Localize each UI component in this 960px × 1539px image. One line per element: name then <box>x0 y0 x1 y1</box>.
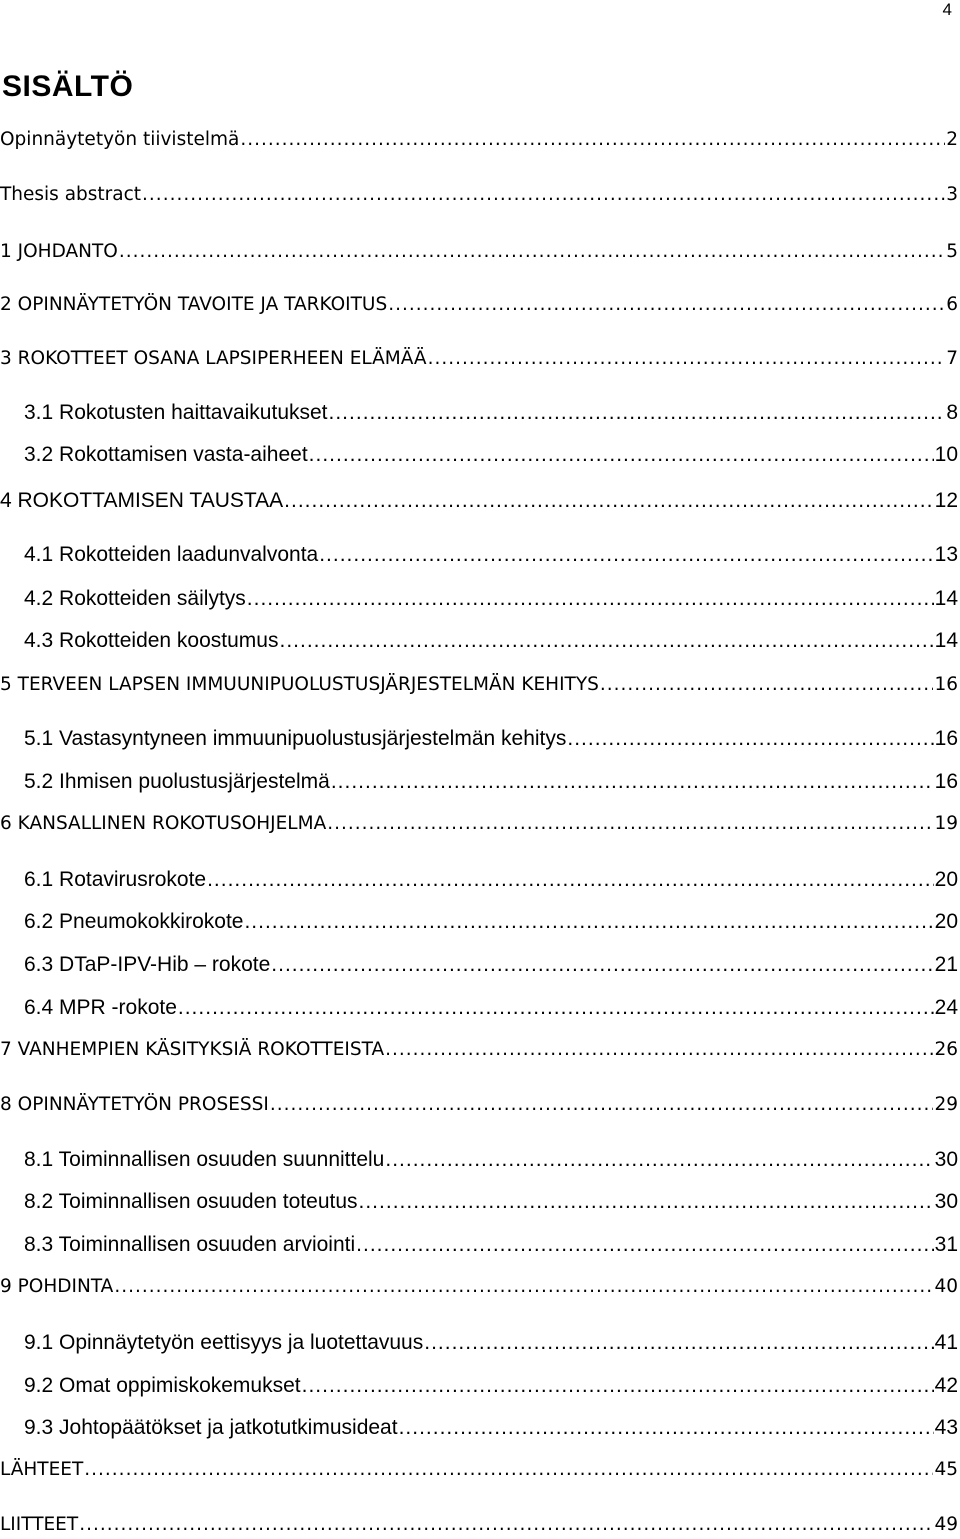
toc-entry-page: 45 <box>934 1459 958 1480</box>
toc-entry-section-4-2[interactable] <box>24 588 958 609</box>
dot-leader <box>388 296 945 315</box>
dot-leader <box>399 1417 934 1438</box>
toc-entry-chapter-8[interactable] <box>0 1096 958 1115</box>
toc-entry-text: 6.4 MPR -rokote <box>24 996 177 1019</box>
toc-entry-text: 4.2 Rokotteiden säilytys <box>24 587 246 610</box>
dot-leader <box>302 1375 934 1396</box>
toc-entry-text: 5.2 Ihmisen puolustusjärjestelmä <box>24 770 330 793</box>
toc-entry-section-6-1[interactable] <box>24 869 958 890</box>
toc-entry-section-5-2[interactable] <box>24 771 958 792</box>
toc-entry-section-4-3[interactable] <box>24 630 958 651</box>
toc-entry-section-6-2[interactable] <box>24 911 958 932</box>
dot-leader <box>207 869 934 890</box>
dot-leader <box>331 771 934 792</box>
toc-entry-text: 5.1 Vastasyntyneen immuunipuolustusjärjestelmän kehitys <box>24 727 567 750</box>
toc-entry-page: 29 <box>934 1094 958 1115</box>
toc-entry-page: 8 <box>946 401 958 424</box>
toc-entry-references[interactable] <box>0 1461 958 1480</box>
toc-entry-page: 30 <box>934 1190 958 1213</box>
toc-entry-text: 3.1 Rokotusten haittavaikutukset <box>24 401 328 424</box>
dot-leader <box>319 544 933 565</box>
dot-leader <box>247 588 934 609</box>
toc-entry-text: 6.1 Rotavirusrokote <box>24 868 207 891</box>
toc-entry-text: 3 ROKOTTEET OSANA LAPSIPERHEEN ELÄMÄÄ <box>0 348 427 369</box>
dot-leader <box>114 1278 933 1297</box>
toc-entry-text: 6 KANSALLINEN ROKOTUSOHJELMA <box>0 813 327 834</box>
toc-entry-section-9-3[interactable] <box>24 1417 958 1438</box>
toc-entry-section-9-2[interactable] <box>24 1375 958 1396</box>
toc-entry-abstract[interactable] <box>0 186 958 205</box>
toc-entry-page: 43 <box>934 1416 958 1439</box>
toc-entry-text: 3.2 Rokottamisen vasta-aiheet <box>24 443 308 466</box>
toc-entry-page: 30 <box>934 1148 958 1171</box>
toc-entry-section-6-3[interactable] <box>24 954 958 975</box>
dot-leader <box>600 676 934 695</box>
toc-entry-text: 8 OPINNÄYTETYÖN PROSESSI <box>0 1094 269 1115</box>
toc-entry-chapter-5[interactable] <box>0 676 958 695</box>
toc-entry-page: 16 <box>934 727 958 750</box>
toc-entry-text: 4.1 Rokotteiden laadunvalvonta <box>24 543 319 566</box>
toc-entry-text: 7 VANHEMPIEN KÄSITYKSIÄ ROKOTTEISTA <box>0 1039 385 1060</box>
toc-entry-text: 8.1 Toiminnallisen osuuden suunnittelu <box>24 1148 385 1171</box>
toc-title: SISÄLTÖ <box>2 70 134 103</box>
toc-entry-page: 10 <box>934 443 958 466</box>
dot-leader <box>279 630 933 651</box>
toc-entry-text: 9.2 Omat oppimiskokemukset <box>24 1374 301 1397</box>
toc-entry-section-4-1[interactable] <box>24 544 958 565</box>
toc-entry-text: LIITTEET <box>0 1514 79 1535</box>
toc-entry-page: 16 <box>934 770 958 793</box>
toc-entry-page: 20 <box>934 868 958 891</box>
toc-entry-section-8-2[interactable] <box>24 1191 958 1212</box>
dot-leader <box>356 1234 933 1255</box>
toc-entry-page: 20 <box>934 910 958 933</box>
toc-entry-page: 40 <box>934 1276 958 1297</box>
toc-entry-chapter-6[interactable] <box>0 815 958 834</box>
toc-entry-page: 7 <box>946 348 958 369</box>
toc-entry-section-3-2[interactable] <box>24 444 958 465</box>
dot-leader <box>359 1191 934 1212</box>
dot-leader <box>178 997 934 1018</box>
dot-leader <box>385 1041 933 1060</box>
toc-entry-chapter-7[interactable] <box>0 1041 958 1060</box>
toc-entry-page: 3 <box>946 184 958 205</box>
dot-leader <box>327 815 933 834</box>
page-number: 4 <box>942 0 952 19</box>
toc-entry-text: 4 ROKOTTAMISEN TAUSTAA <box>0 489 284 512</box>
toc-entry-chapter-9[interactable] <box>0 1278 958 1297</box>
toc-entry-page: 42 <box>934 1374 958 1397</box>
toc-entry-text: 2 OPINNÄYTETYÖN TAVOITE JA TARKOITUS <box>0 294 388 315</box>
dot-leader <box>385 1149 933 1170</box>
dot-leader <box>84 1461 933 1480</box>
toc-entry-page: 31 <box>934 1233 958 1256</box>
toc-entry-section-8-3[interactable] <box>24 1234 958 1255</box>
toc-entry-text: Opinnäytetyön tiivistelmä <box>0 129 240 150</box>
toc-entry-page: 13 <box>934 543 958 566</box>
toc-entry-section-9-1[interactable] <box>24 1332 958 1353</box>
toc-entry-text: 5 TERVEEN LAPSEN IMMUUNIPUOLUSTUSJÄRJESTELMÄN KEHITYS <box>0 674 599 695</box>
toc-entry-text: 9 POHDINTA <box>0 1276 114 1297</box>
toc-entry-page: 49 <box>934 1514 958 1535</box>
toc-entry-chapter-4[interactable] <box>0 490 958 511</box>
dot-leader <box>142 186 945 205</box>
dot-leader <box>270 1096 934 1115</box>
toc-entry-page: 2 <box>946 129 958 150</box>
toc-entry-text: 8.2 Toiminnallisen osuuden toteutus <box>24 1190 358 1213</box>
toc-entry-text: 9.3 Johtopäätökset ja jatkotutkimusideat <box>24 1416 398 1439</box>
toc-entry-page: 26 <box>934 1039 958 1060</box>
toc-entry-page: 14 <box>934 629 958 652</box>
toc-entry-page: 19 <box>934 813 958 834</box>
toc-entry-chapter-1[interactable] <box>0 243 958 262</box>
toc-entry-page: 21 <box>934 953 958 976</box>
toc-entry-section-5-1[interactable] <box>24 728 958 749</box>
toc-entry-text: 8.3 Toiminnallisen osuuden arviointi <box>24 1233 356 1256</box>
dot-leader <box>567 728 933 749</box>
toc-entry-page: 24 <box>934 996 958 1019</box>
dot-leader <box>329 402 946 423</box>
toc-entry-text: 4.3 Rokotteiden koostumus <box>24 629 279 652</box>
toc-entry-page: 5 <box>946 241 958 262</box>
toc-entry-chapter-3[interactable] <box>0 350 958 369</box>
dot-leader <box>284 490 933 511</box>
dot-leader <box>428 350 946 369</box>
dot-leader <box>424 1332 933 1353</box>
toc-entry-chapter-2[interactable] <box>0 296 958 315</box>
toc-entry-page: 14 <box>934 587 958 610</box>
toc-entry-page: 41 <box>934 1331 958 1354</box>
dot-leader <box>309 444 934 465</box>
toc-entry-text: 6.2 Pneumokokkirokote <box>24 910 244 933</box>
toc-entry-text: 9.1 Opinnäytetyön eettisyys ja luotettavuus <box>24 1331 424 1354</box>
toc-entry-page: 12 <box>934 489 958 512</box>
toc-entry-section-8-1[interactable] <box>24 1149 958 1170</box>
toc-entry-tiivistelma[interactable] <box>0 131 958 150</box>
dot-leader <box>79 1516 933 1535</box>
dot-leader <box>119 243 945 262</box>
dot-leader <box>240 131 945 150</box>
toc-entry-section-3-1[interactable] <box>24 402 958 423</box>
toc-entry-text: Thesis abstract <box>0 184 142 205</box>
dot-leader <box>271 954 933 975</box>
dot-leader <box>244 911 933 932</box>
toc-entry-page: 6 <box>946 294 958 315</box>
toc-entry-text: LÄHTEET <box>0 1459 84 1480</box>
toc-entry-text: 1 JOHDANTO <box>0 241 118 262</box>
toc-entry-appendices[interactable] <box>0 1516 958 1535</box>
toc-entry-section-6-4[interactable] <box>24 997 958 1018</box>
toc-entry-page: 16 <box>934 674 958 695</box>
toc-entry-text: 6.3 DTaP-IPV-Hib – rokote <box>24 953 271 976</box>
